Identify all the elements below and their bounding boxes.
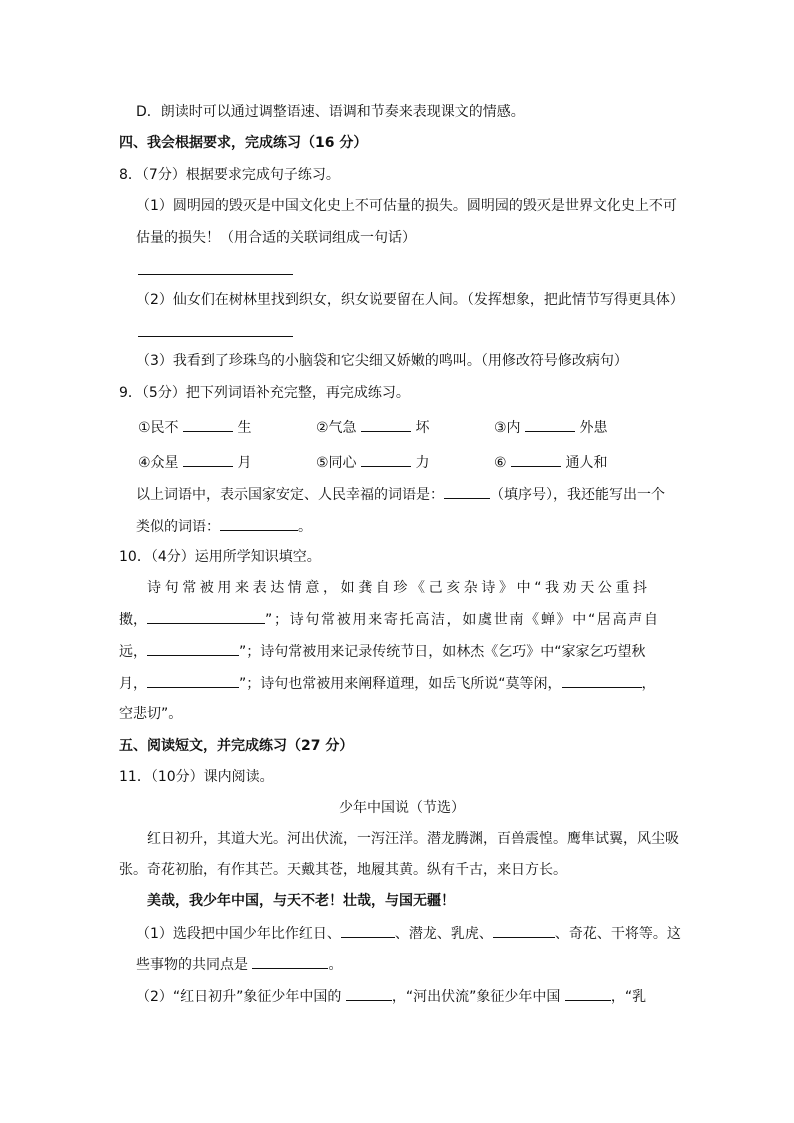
q10-blank-2[interactable] bbox=[147, 641, 239, 656]
q11-sub1-line2 bbox=[136, 954, 342, 975]
q9-idiom-6-suffix: 通人和 bbox=[565, 455, 608, 471]
q9-idiom-5-prefix: ⑤同心 bbox=[316, 455, 357, 471]
q9-idiom-5-suffix: 力 bbox=[415, 455, 430, 471]
q11-sub2-blank-1[interactable] bbox=[346, 986, 392, 1001]
q8-item2: （2）仙女们在树林里找到织女，织女说要留在人间。（发挥想象，把此情节写得更具体） bbox=[136, 292, 684, 308]
section5-title: 五、阅读短文，并完成练习（27 分） bbox=[119, 738, 354, 754]
q9-followup-line2 bbox=[136, 516, 312, 537]
q10-blank-4[interactable] bbox=[562, 673, 642, 688]
q9-idiom-3 bbox=[494, 417, 607, 438]
q11-passage-title: 少年中国说（节选） bbox=[339, 800, 465, 816]
q9-followup-text-b: （填序号），我还能写出一个 bbox=[490, 487, 665, 503]
q11-passage-para1-line2: 张。奇花初胎，有作其芒。天戴其苍，地履其黄。纵有千古，来日方长。 bbox=[119, 862, 567, 878]
q11-sub1-text-a: （1）选段把中国少年比作红日、 bbox=[136, 926, 341, 942]
q9-idiom-6-blank[interactable] bbox=[511, 452, 561, 467]
q10-para-line3 bbox=[119, 641, 646, 662]
q9-followup-text-a: 以上词语中，表示国家安定、人民幸福的词语是： bbox=[136, 487, 444, 503]
q8-item1-line1: （1）圆明园的毁灭是中国文化史上不可估量的损失。圆明园的毁灭是世界文化史上不可 bbox=[136, 198, 677, 214]
q11-sub1-text-d: 些事物的共同点是 bbox=[136, 957, 248, 973]
q9-idiom-6 bbox=[494, 452, 607, 473]
q10-para-line5: 空悲切”。 bbox=[119, 706, 183, 722]
q11-sub1-text-e: 。 bbox=[328, 957, 343, 973]
q9-idiom-1-suffix: 生 bbox=[237, 420, 252, 436]
q11-sub1-text-c: 、奇花、干将等。这 bbox=[554, 926, 681, 942]
q7-option-d: D．朗读时可以通过调整语速、语调和节奏来表现课文的情感。 bbox=[136, 104, 525, 120]
q8-item1-line2: 估量的损失！（用合适的关联词组成一句话） bbox=[136, 230, 416, 246]
q9-idiom-4 bbox=[138, 452, 251, 473]
q10-text-3a: 远， bbox=[119, 644, 147, 660]
q9-idiom-3-suffix: 外患 bbox=[579, 420, 608, 436]
q11-sub1-line1 bbox=[136, 923, 681, 944]
q11-sub2-text-b: ，“河出伏流”象征少年中国 bbox=[391, 989, 561, 1005]
q9-idiom-5-blank[interactable] bbox=[361, 452, 411, 467]
q11-sub1-text-b: 、潜龙、乳虎、 bbox=[394, 926, 493, 942]
q9-idiom-2-prefix: ②气急 bbox=[316, 420, 357, 436]
q9-idiom-2 bbox=[316, 417, 429, 438]
q9-stem: 9．（5分）把下列词语补充完整，再完成练习。 bbox=[119, 385, 410, 401]
q9-followup-line1 bbox=[136, 484, 665, 505]
q10-para-line2 bbox=[119, 609, 660, 630]
q9-idiom-2-blank[interactable] bbox=[361, 417, 411, 432]
q9-idiom-1-blank[interactable] bbox=[183, 417, 233, 432]
q10-text-4b: ”；诗句也常被用来阐释道理，如岳飞所说“莫等闲， bbox=[239, 676, 562, 692]
q9-idiom-3-blank[interactable] bbox=[525, 417, 575, 432]
q8-stem: 8．（7分）根据要求完成句子练习。 bbox=[119, 167, 340, 183]
q9-idiom-4-suffix: 月 bbox=[237, 455, 252, 471]
q9-idiom-1 bbox=[138, 417, 251, 438]
q9-followup-text-c: 类似的词语： bbox=[136, 519, 220, 535]
q10-text-4a: 月， bbox=[119, 676, 147, 692]
q9-idiom-2-suffix: 坏 bbox=[415, 420, 430, 436]
q8-item2-answer-line[interactable] bbox=[138, 336, 293, 337]
q9-idiom-4-prefix: ④众星 bbox=[138, 455, 179, 471]
q10-blank-3[interactable] bbox=[147, 673, 239, 688]
q10-stem: 10．（4分）运用所学知识填空。 bbox=[119, 549, 321, 565]
q8-item3: （3）我看到了珍珠鸟的小脑袋和它尖细又娇嫩的鸣叫。（用修改符号修改病句） bbox=[136, 353, 628, 369]
q10-para-line4 bbox=[119, 673, 656, 694]
q9-idiom-4-blank[interactable] bbox=[183, 452, 233, 467]
q11-passage-para2: 美哉，我少年中国，与天不老！壮哉，与国无疆！ bbox=[147, 893, 455, 909]
q8-item1-answer-line[interactable] bbox=[138, 274, 293, 275]
q11-stem: 11．（10分）课内阅读。 bbox=[119, 769, 274, 785]
q10-text-2a: 擞， bbox=[119, 612, 147, 628]
q11-sub1-blank-3[interactable] bbox=[252, 954, 328, 969]
q11-sub1-blank-2[interactable] bbox=[493, 923, 555, 938]
q11-sub2-text-c: ，“乳 bbox=[610, 989, 647, 1005]
section4-title: 四、我会根据要求，完成练习（16 分） bbox=[119, 135, 368, 151]
q9-followup-text-d: 。 bbox=[298, 519, 312, 535]
q9-idiom-1-prefix: ①民不 bbox=[138, 420, 179, 436]
q11-passage-para1-line1: 红日初升，其道大光。河出伏流，一泻汪洋。潜龙腾渊，百兽震惶。鹰隼试翼，风尘吸 bbox=[147, 831, 679, 847]
q11-sub2-text-a: （2）“红日初升”象征少年中国的 bbox=[136, 989, 342, 1005]
q9-idiom-3-prefix: ③内 bbox=[494, 420, 521, 436]
q9-idiom-5 bbox=[316, 452, 429, 473]
q11-sub2-line1 bbox=[136, 986, 646, 1007]
q10-text-3b: ”；诗句常被用来记录传统节日，如林杰《乞巧》中“家家乞巧望秋 bbox=[239, 644, 646, 660]
q10-para-line1: 诗句常被用来表达情意，如龚自珍《己亥杂诗》中“我劝天公重抖 bbox=[147, 580, 651, 596]
q10-blank-1[interactable] bbox=[147, 609, 265, 624]
q10-text-2b: ”；诗句常被用来寄托高洁，如虞世南《蝉》中“居高声自 bbox=[265, 612, 660, 628]
q9-idiom-6-prefix: ⑥ bbox=[494, 455, 507, 471]
q9-followup-blank-2[interactable] bbox=[220, 516, 298, 531]
q11-sub2-blank-2[interactable] bbox=[565, 986, 611, 1001]
q9-followup-blank-1[interactable] bbox=[444, 484, 490, 499]
q10-text-4c: ， bbox=[641, 676, 656, 692]
q11-sub1-blank-1[interactable] bbox=[341, 923, 395, 938]
